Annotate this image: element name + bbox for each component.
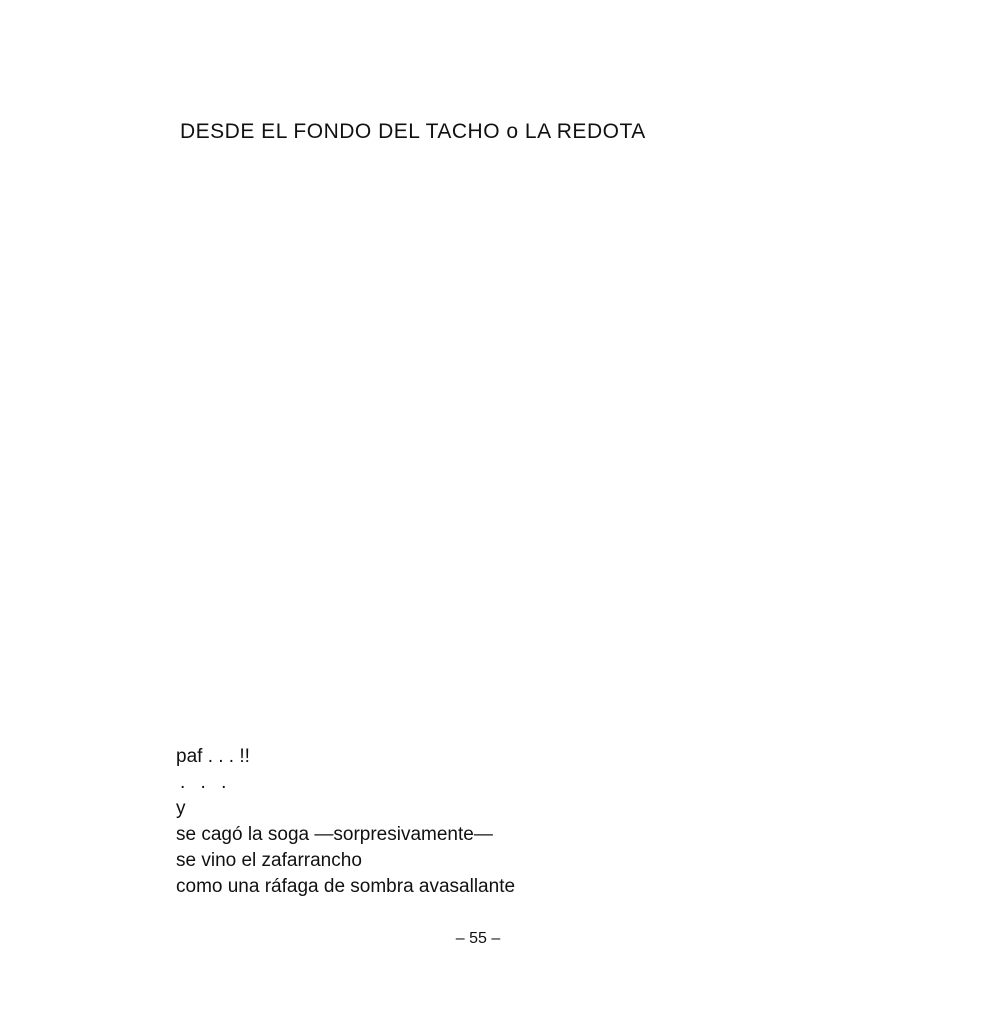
poem-line: se vino el zafarrancho [176, 850, 362, 871]
page-title: DESDE EL FONDO DEL TACHO o LA REDOTA [180, 120, 646, 143]
poem-body [176, 744, 515, 900]
poem-line: paf . . . !! [176, 746, 250, 767]
poem-line: y [176, 798, 186, 819]
page-number-footer [0, 930, 998, 948]
poem-line: . . . [180, 772, 232, 793]
page-number: – 55 – [455, 930, 501, 947]
poem-line: como una ráfaga de sombra avasallante [176, 876, 516, 897]
poem-line: se cagó la soga —sorpresivamente— [176, 824, 493, 845]
